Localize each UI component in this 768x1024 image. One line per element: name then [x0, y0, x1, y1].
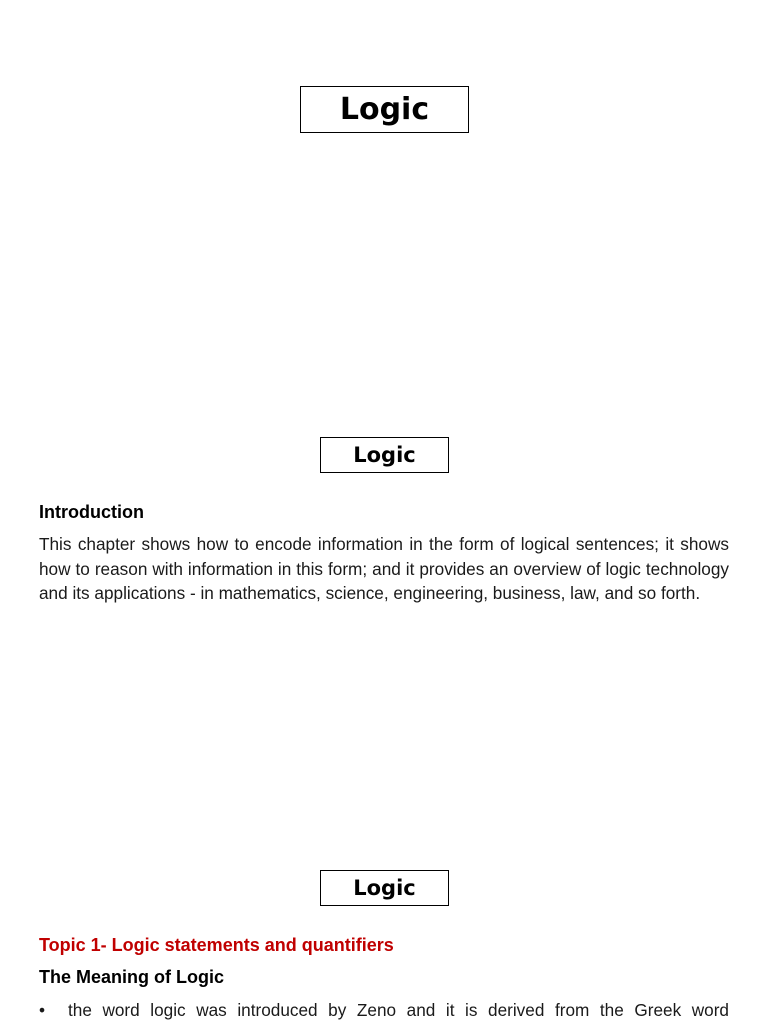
section-title-box: Logic — [320, 437, 449, 473]
introduction-heading: Introduction — [39, 502, 144, 522]
introduction-paragraph: This chapter shows how to encode information in the form of logical sentences; it shows how to reason with information in this form; and it provides an overview of logic technology and its applications - in mathematics, science, engineering, business, law, and so forth. — [39, 534, 729, 604]
bullet-text: the word logic was introduced by Zeno and it is derived from the Greek word — [68, 1000, 729, 1020]
meaning-subheading: The Meaning of Logic — [39, 967, 224, 987]
bullet-marker: • — [39, 1000, 46, 1020]
topic-heading: Topic 1- Logic statements and quantifiers — [39, 935, 394, 955]
section-title-box: Logic — [320, 870, 449, 906]
bullet-list-item — [39, 998, 729, 1024]
page-title: Logic — [300, 86, 469, 133]
